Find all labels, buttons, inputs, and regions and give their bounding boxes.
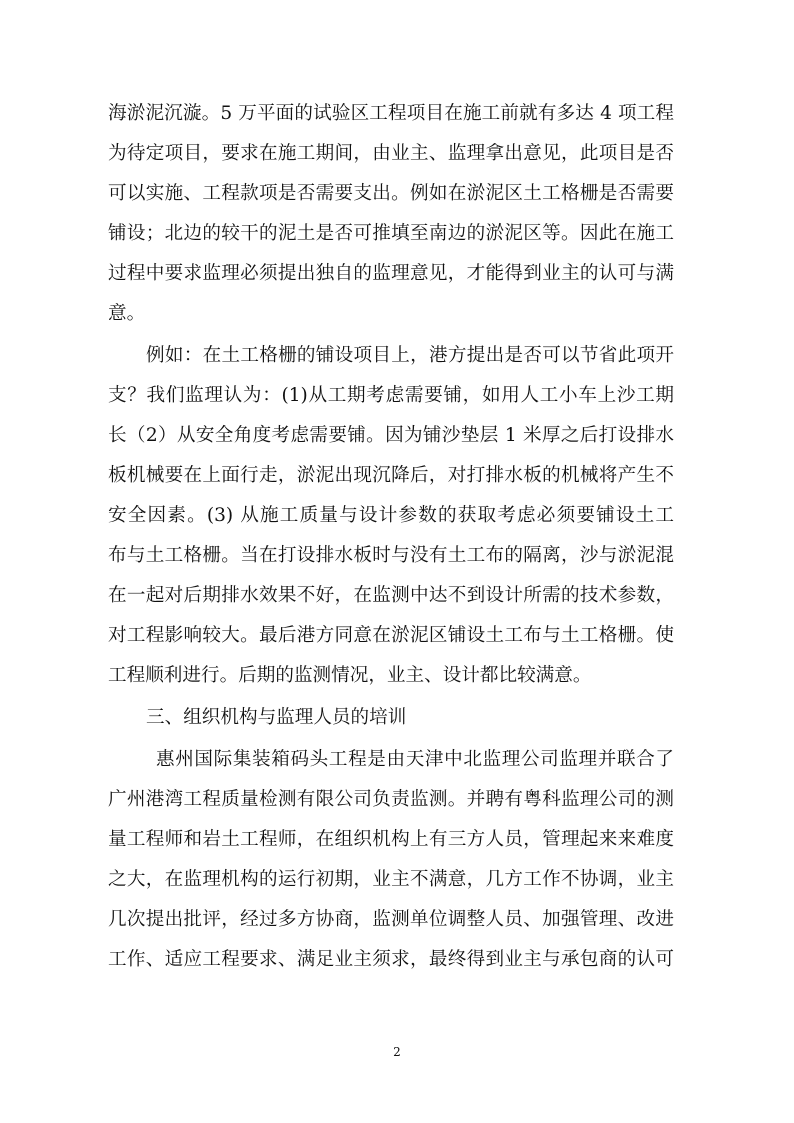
text-line-12: 布与土工格栅。当在打设排水板时与没有土工布的隔离，沙与淤泥混 bbox=[108, 545, 674, 566]
text-line-18: 广州港湾工程质量检测有限公司负责监测。并聘有粤科监理公司的测 bbox=[108, 789, 674, 810]
text-line-8: 支？我们监理认为：(1)从工期考虑需要铺，如用人工小车上沙工期 bbox=[108, 385, 674, 406]
text-line-9: 长（2）从安全角度考虑需要铺。因为铺沙垫层 1 米厚之后打设排水 bbox=[108, 425, 674, 446]
text-line-21: 几次提出批评，经过多方协商，监测单位调整人员、加强管理、改进 bbox=[108, 909, 674, 930]
text-line-22: 工作、适应工程要求、满足业主须求，最终得到业主与承包商的认可 bbox=[108, 949, 674, 970]
text-line-6: 意。 bbox=[108, 303, 146, 324]
text-line-3: 可以实施、工程款项是否需要支出。例如在淤泥区土工格栅是否需要 bbox=[108, 183, 674, 204]
page-number: 2 bbox=[393, 1045, 401, 1059]
text-line-11: 安全因素。(3) 从施工质量与设计参数的获取考虑必须要铺设土工 bbox=[108, 505, 674, 526]
text-line-2: 为待定项目，要求在施工期间，由业主、监理拿出意见，此项目是否 bbox=[108, 143, 674, 164]
text-line-10: 板机械要在上面行走，淤泥出现沉降后，对打排水板的机械将产生不 bbox=[108, 465, 674, 486]
text-line-4: 铺设；北边的较干的泥土是否可推填至南边的淤泥区等。因此在施工 bbox=[108, 223, 674, 244]
text-line-20: 之大，在监理机构的运行初期，业主不满意，几方工作不协调，业主 bbox=[108, 869, 674, 890]
text-line-5: 过程中要求监理必须提出独自的监理意见，才能得到业主的认可与满 bbox=[108, 263, 674, 284]
text-line-17: 惠州国际集装箱码头工程是由天津中北监理公司监理并联合了 bbox=[156, 749, 674, 770]
text-line-19: 量工程师和岩土工程师，在组织机构上有三方人员，管理起来来难度 bbox=[108, 829, 674, 850]
text-line-13: 在一起对后期排水效果不好，在监测中达不到设计所需的技术参数， bbox=[108, 585, 674, 606]
text-line-7: 例如：在土工格栅的铺设项目上，港方提出是否可以节省此项开 bbox=[146, 345, 674, 366]
text-line-15: 工程顺利进行。后期的监测情况，业主、设计都比较满意。 bbox=[108, 665, 592, 686]
section-heading: 三、组织机构与监理人员的培训 bbox=[146, 707, 407, 728]
text-line-14: 对工程影响较大。最后港方同意在淤泥区铺设土工布与土工格栅。使 bbox=[108, 625, 674, 646]
text-line-1: 海淤泥沉漩。5 万平面的试验区工程项目在施工前就有多达 4 项工程 bbox=[108, 103, 674, 124]
